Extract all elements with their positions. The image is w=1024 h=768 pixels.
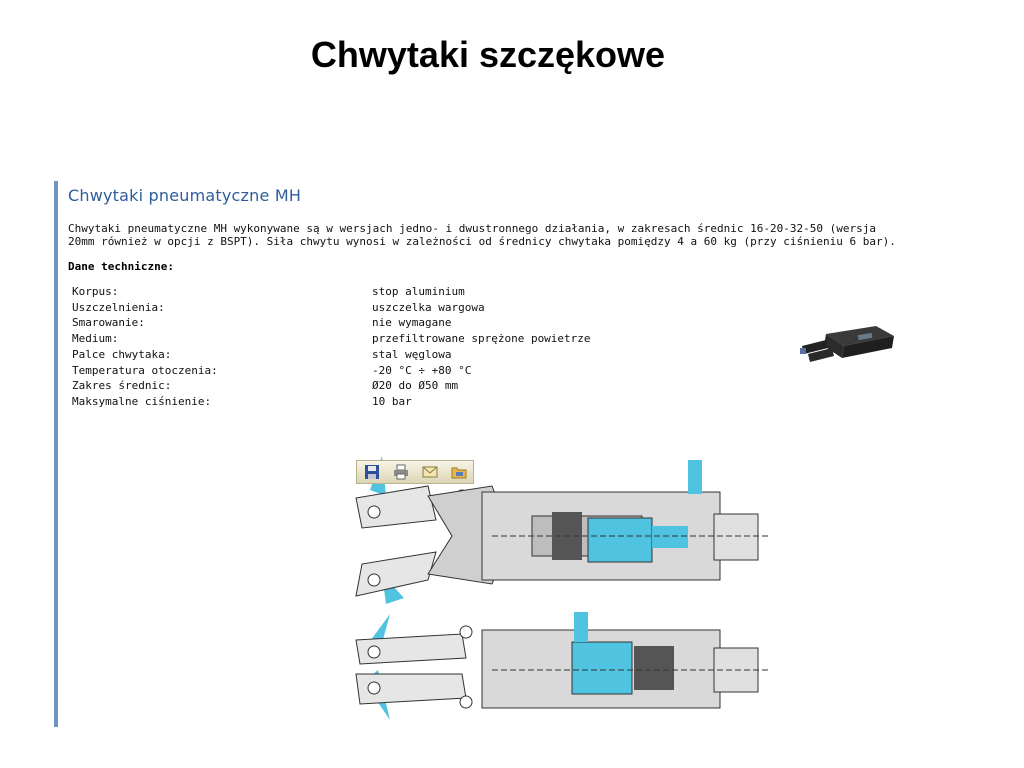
spec-key: Korpus: (72, 285, 119, 298)
spec-value: Ø20 do Ø50 mm (372, 379, 459, 393)
spec-row (72, 331, 672, 347)
spec-row (72, 300, 672, 316)
spec-value: stop aluminium (372, 285, 465, 298)
gripper-product-image (798, 322, 898, 370)
spec-row (72, 394, 672, 410)
gripper-diagram-closed (352, 612, 772, 724)
save-icon[interactable] (361, 462, 383, 482)
intro-line-2: 20mm również w opcji z BSPT). Siła chwytu wynosi w zależności od średnicy chwytaka pomiędzy 4 a 60 kg (przy ciśnieniu 6 bar). (68, 235, 896, 248)
content-panel (68, 186, 1008, 726)
panel-heading: Chwytaki pneumatyczne MH (68, 186, 302, 205)
spec-key: Palce chwytaka: (72, 347, 172, 361)
intro-text (68, 222, 998, 248)
spec-value: nie wymagane (372, 316, 452, 330)
spec-row (72, 347, 672, 363)
slide-title: Chwytaki szczękowe (310, 34, 666, 75)
print-icon[interactable] (390, 462, 412, 482)
spec-key: Zakres średnic: (72, 379, 172, 393)
spec-row (72, 284, 672, 300)
panel-accent-bar (54, 181, 58, 727)
spec-value: uszczelka wargowa (372, 300, 485, 314)
spec-key: Medium: (72, 332, 119, 346)
spec-row (72, 315, 672, 331)
spec-table (72, 284, 672, 410)
spec-key: Smarowanie: (72, 316, 145, 330)
spec-key: Uszczelnienia: (72, 300, 165, 314)
tech-data-label: Dane techniczne: (68, 260, 174, 273)
email-icon[interactable] (419, 462, 441, 482)
intro-line-1: Chwytaki pneumatyczne MH wykonywane są w wersjach jedno- i dwustronnego działania, w zakresach średnic 16-20-32-50 (wersja (68, 222, 876, 235)
spec-value: -20 °C ÷ +80 °C (372, 363, 472, 377)
spec-row (72, 378, 672, 394)
spec-key: Maksymalne ciśnienie: (72, 394, 212, 408)
spec-key: Temperatura otoczenia: (72, 363, 218, 377)
spec-value: przefiltrowane sprężone powietrze (372, 332, 591, 346)
folder-icon[interactable] (448, 462, 470, 482)
spec-value: 10 bar (372, 394, 412, 408)
spec-row (72, 363, 672, 379)
image-toolbar (356, 460, 474, 484)
spec-value: stal węglowa (372, 347, 452, 361)
